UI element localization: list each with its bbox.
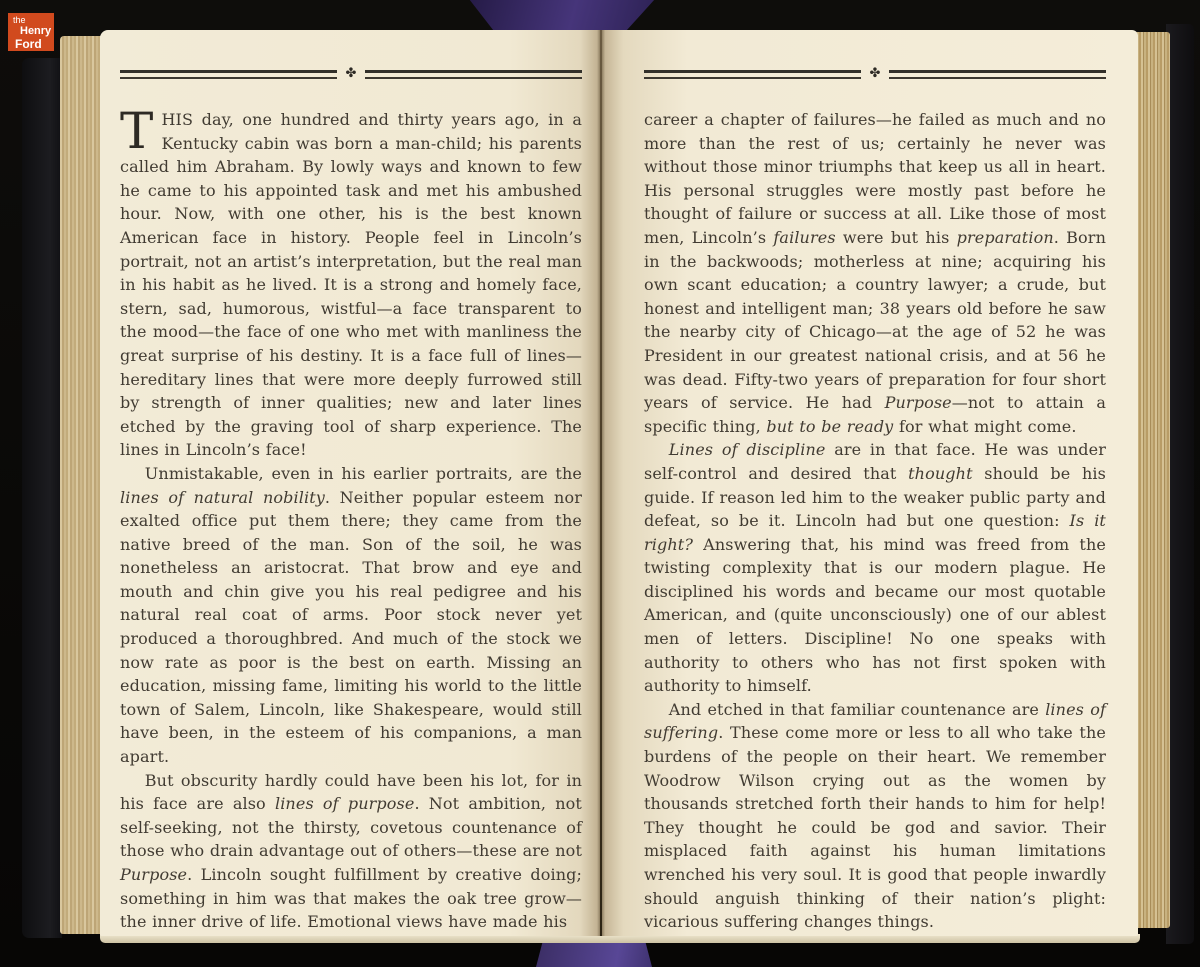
text-run: should be his guide. If reason led him to the weaker public party and defeat, so be it. Lincoln had but one question: — [644, 463, 1106, 531]
logo-text-ford: Ford — [15, 37, 42, 51]
text-run: Unmistakable, even in his earlier portraits, are the — [144, 463, 582, 483]
text-run: And etched in that familiar countenance are — [668, 699, 1046, 719]
text-run: . Neither popular esteem nor exalted office put them there; they came from the native breed of the man. Son of the soil, he was nonetheless an aristocrat. That brow and eye and mouth and chin give you his real pedigree and his natural real coat of arms. Poor stock never yet produced a thoroughbred. And much of the stock we now rate as poor is the best on earth. Missing an education, missing fame, limiting his world to the little town of Salem, Lincoln, like Shakespeare, would still have been, in the esteem of his companions, a man apart. — [120, 487, 583, 767]
left-page — [100, 30, 600, 936]
text-run: HIS day, one hundred and thirty years ago, in a Kentucky cabin was born a man-child; his parents called him Abraham. By lowly ways and known to few he came to his appointed task and met his ambushed hour. Now, with one other, his is the best known American face in history. People feel in Lincoln’s portrait, not an artist’s interpretation, but the real man in his habit as he lived. It is a strong and homely face, stern, sad, humorous, wistful—a face transparent to the mood—the face of one who met with manliness the great surprise of his destiny. It is a face full of lines—hereditary lines that were more deeply furrowed still by strength of inner qualities; new and later lines etched by the graving tool of sharp experience. The lines in Lincoln’s face! — [120, 110, 582, 460]
drop-cap: T — [120, 102, 154, 160]
italic-phrase: thought — [908, 463, 973, 483]
text-run: . Born in the backwoods; motherless at nine; acquiring his own scant education; a country lawyer; a crude, but honest and intelligent man; 38 years old before he saw the nearby city of Chicago—at the age of 52 he was President in our greatest national crisis, and at 56 he was dead. Fifty-two years of preparation for four short years of service. He had — [644, 227, 1106, 413]
header-rule-left — [120, 68, 582, 81]
italic-phrase: Purpose — [120, 865, 188, 884]
italic-phrase: preparation — [956, 227, 1054, 247]
italic-phrase: Purpose — [884, 393, 952, 413]
right-page — [602, 30, 1138, 936]
italic-phrase: but to be ready — [766, 416, 894, 436]
italic-phrase: Is it right? — [644, 511, 1106, 554]
paragraph — [120, 462, 582, 769]
rule-line — [644, 70, 861, 79]
text-run: career a chapter of failures—he failed as much and no more than the rest of us; certainly he never was without those minor triumphs that keep us all in heart. His personal struggles were mostly past before he thought of failure or success at all. Like those of most men, Lincoln’s — [644, 110, 1106, 247]
fleuron-ornament-icon: ✤ — [345, 66, 357, 81]
text-run: Answering that, his mind was freed from the twisting complexity that is our modern plague. He disciplined his words and became our most quotable American, and (quite unconsciously) one of our ablest men of letters. Discipline! No one speaks with authority to others who has not first spoken with authority to himself. — [644, 534, 1106, 696]
left-page-text — [120, 102, 583, 934]
logo-text-the: the — [13, 15, 26, 25]
text-run: are in that face. He was under self-control and desired that — [644, 440, 1106, 483]
text-run: —not to attain a specific thing, — [644, 393, 1106, 436]
text-run: . Lincoln sought fulfillment by creative doing; something in him was that makes the oak tree grow—the inner drive of life. Emotional views have made his — [120, 865, 582, 932]
left-page-content — [120, 68, 582, 934]
rule-line — [365, 70, 582, 79]
rule-line — [889, 70, 1106, 79]
paragraph — [644, 438, 1106, 698]
italic-phrase: lines of purpose — [274, 794, 415, 814]
italic-phrase: Lines of discipline — [668, 440, 826, 460]
paragraph — [120, 102, 582, 462]
paragraph — [120, 769, 582, 934]
page-fore-edge-left — [60, 36, 102, 934]
logo-text-henry: Henry — [20, 25, 52, 37]
book-cover-right — [1166, 24, 1194, 944]
rule-line — [120, 70, 337, 79]
italic-phrase: failures — [773, 227, 836, 247]
text-run: were but his — [835, 227, 957, 247]
open-book-pages — [100, 30, 1138, 936]
text-run: But obscurity hardly could have been his lot, for in his face are also — [120, 770, 582, 814]
page-fore-edge-right — [1134, 32, 1170, 928]
fleuron-ornament-icon: ✤ — [869, 66, 881, 81]
paragraph — [644, 698, 1106, 934]
italic-phrase: lines of suffering — [644, 699, 1106, 743]
book-cover-left — [22, 58, 62, 938]
henry-ford-logo — [8, 13, 54, 51]
paragraph — [644, 108, 1106, 438]
right-page-text — [644, 108, 1106, 934]
italic-phrase: lines of natural nobility — [120, 487, 325, 507]
text-run: . Not ambition, not self-seeking, not the thirsty, covetous countenance of those who drain advantage out of others—these are not — [120, 794, 582, 861]
text-run: . These come more or less to all who take the burdens of the people on their heart. We remember Woodrow Wilson crying out as the women by thousands stretched forth their hands to him for help! They thought he could be god and savior. Their misplaced faith against his human limitations wrenched his very soul. It is good that people inwardly should anguish thinking of their nation’s plight: vicarious suffering changes things. — [644, 723, 1106, 932]
text-run: for what might come. — [893, 416, 1077, 436]
right-page-content — [644, 68, 1106, 934]
header-rule-right — [644, 68, 1106, 81]
